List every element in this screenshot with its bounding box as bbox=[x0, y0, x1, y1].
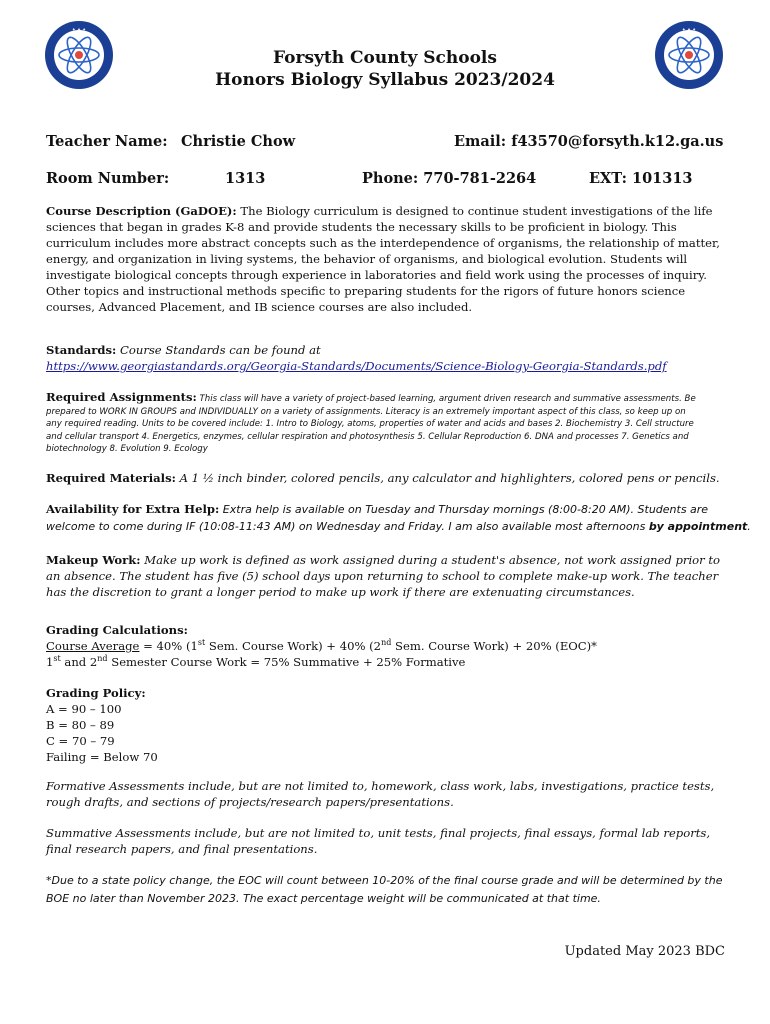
grading-calculations: Grading Calculations: Course Average = 40% (1st Sem. Course Work) + 40% (2nd Sem. Course Work) + 20% (EOC)* 1st and 2nd Semester Course Work = 75% Summative + 25% Formative bbox=[46, 623, 597, 669]
standards-link[interactable]: https://www.georgiastandards.org/Georgia-Standards/Documents/Science-Biology-Georgia-Standards.pdf bbox=[46, 359, 667, 373]
standards-section: Standards: Course Standards can be found at https://www.georgiastandards.org/Georgia-Standards/Documents/Science-Biology-Georgia-Standards.pdf bbox=[46, 342, 726, 374]
required-materials: Required Materials: A 1 ½ inch binder, colored pencils, any calculator and highlighters, colored pens or pencils. bbox=[46, 471, 720, 485]
grade-b: B = 80 – 89 bbox=[46, 718, 115, 732]
required-assignments-label: Required Assignments: bbox=[46, 390, 197, 404]
standards-label: Standards: bbox=[46, 343, 117, 357]
teacher-email: Email: f43570@forsyth.k12.ga.us bbox=[454, 133, 724, 150]
extra-help: Availability for Extra Help: Extra help is available on Tuesday and Thursday mornings (8:00-8:20 AM). Students are welcome to come during IF (10:08-11:43 AM) on Wednesday and Friday. I am also available most afternoons by appointment. bbox=[46, 502, 751, 533]
grading-calculations-label: Grading Calculations: bbox=[46, 623, 188, 637]
grading-policy-label: Grading Policy: bbox=[46, 686, 146, 700]
svg-text:✦ ✦ ✦: ✦ ✦ ✦ bbox=[681, 28, 697, 33]
eoc-note: *Due to a state policy change, the EOC will count between 10-20% of the final course grade and will be determined by the BOE no later than November 2023. The exact percentage weight will be communicated at that time. bbox=[46, 874, 723, 905]
course-description: Course Description (GaDOE): The Biology curriculum is designed to continue student investigations of the life sciences that began in grades K-8 and provide students the necessary skills to be proficient in biology. This curriculum includes more abstract concepts such as the interdependence of organisms, the relationship of matter, energy, and organization in living systems, the behavior of organisms, and biological evolution. Students will investigate biological concepts through experience in laboratories and field work using the processes of inquiry. Other topics and instructional methods specific to preparing students for the rigors of future honors science courses, Advanced Placement, and IB science courses are also included. bbox=[46, 204, 720, 314]
makeup-work: Makeup Work: Make up work is defined as work assigned during a student's absence, not work assigned prior to an absence. The student has five (5) school days upon returning to school to complete make-up work. The teacher has the discretion to grant a longer period to make up work if there are extenuating circumstances. bbox=[46, 553, 721, 599]
grading-policy bbox=[46, 685, 726, 765]
grade-a: A = 90 – 100 bbox=[46, 702, 122, 716]
room-label: Room Number: bbox=[46, 170, 170, 187]
svg-text:✦ ✦ ✦: ✦ ✦ ✦ bbox=[71, 28, 87, 33]
teacher-label: Teacher Name: bbox=[46, 133, 168, 150]
room-value: 1313 bbox=[225, 170, 266, 187]
page-title: Forsyth County Schools bbox=[273, 48, 497, 68]
formative-assessments: Formative Assessments include, but are not limited to, homework, class work, labs, investigations, practice tests, rough drafts, and sections of projects/research papers/presentations. bbox=[46, 779, 715, 809]
grade-c: C = 70 – 79 bbox=[46, 734, 115, 748]
teacher-ext: EXT: 101313 bbox=[589, 170, 693, 187]
page-subtitle: Honors Biology Syllabus 2023/2024 bbox=[215, 70, 555, 90]
required-materials-label: Required Materials: bbox=[46, 471, 176, 485]
updated-footer: Updated May 2023 BDC bbox=[564, 944, 725, 959]
course-description-label: Course Description (GaDOE): bbox=[46, 204, 237, 218]
required-assignments: Required Assignments: This class will have a variety of project-based learning, argument driven research and summative assessments. Be prepared to WORK IN GROUPS and INDIVIDUALLY on a variety of assignments. Literacy is an extremely important aspect of this class, so keep up on any required reading. Units to be covered include: 1. Intro to Biology, atoms, properties of water and acids and bases 2. Biochemistry 3. Cell structure and cellular transport 4. Energetics, enzymes, cellular respiration and photosynthesis 5. Cellular Reproduction 6. DNA and processes 7. Genetics and biotechnology 8. Evolution 9. Ecology bbox=[46, 390, 696, 454]
summative-assessments: Summative Assessments include, but are not limited to, unit tests, final projects, final essays, formal lab reports, final research papers, and final presentations. bbox=[46, 826, 711, 856]
extra-help-label: Availability for Extra Help: bbox=[46, 502, 220, 516]
grade-failing: Failing = Below 70 bbox=[46, 750, 158, 764]
makeup-work-label: Makeup Work: bbox=[46, 553, 141, 567]
teacher-value: Christie Chow bbox=[181, 133, 296, 150]
teacher-phone: Phone: 770-781-2264 bbox=[362, 170, 537, 187]
